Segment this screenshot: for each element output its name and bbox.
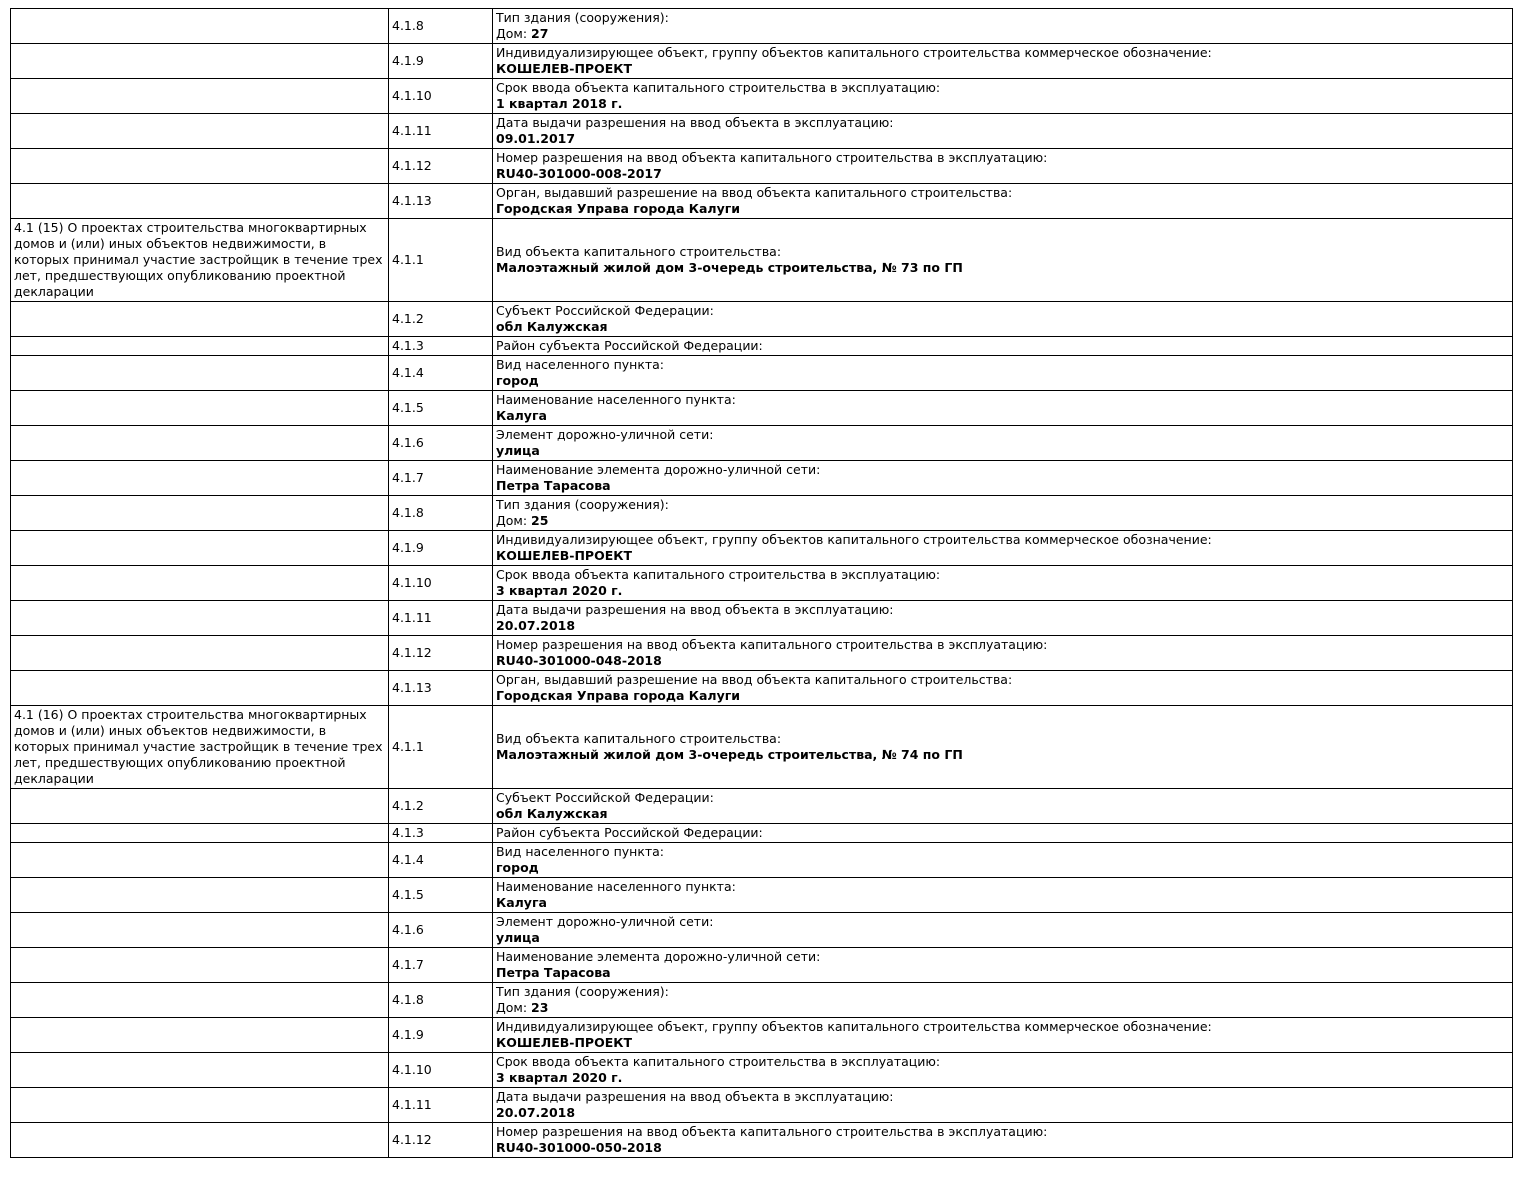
field-label: Наименование элемента дорожно-уличной сети: (496, 462, 821, 477)
table-row (11, 219, 1513, 302)
field-value: 23 (531, 1000, 549, 1015)
section-cell (11, 948, 389, 983)
value-line (496, 201, 1509, 217)
item-number-cell: 4.1.12 (389, 149, 493, 184)
field-value: Петра Тарасова (496, 478, 611, 493)
field-value: улица (496, 443, 540, 458)
item-number-cell: 4.1.5 (389, 391, 493, 426)
item-number-cell: 4.1.10 (389, 1053, 493, 1088)
field-label: Дата выдачи разрешения на ввод объекта в эксплуатацию: (496, 115, 894, 130)
table-row (11, 878, 1513, 913)
content-cell (493, 671, 1513, 706)
item-number-cell: 4.1.13 (389, 184, 493, 219)
item-number-cell: 4.1.1 (389, 219, 493, 302)
section-cell (11, 44, 389, 79)
item-number-cell: 4.1.13 (389, 671, 493, 706)
field-value: 09.01.2017 (496, 131, 576, 146)
content-cell (493, 302, 1513, 337)
content-cell (493, 1088, 1513, 1123)
item-number-cell: 4.1.7 (389, 948, 493, 983)
item-number-cell: 4.1.4 (389, 356, 493, 391)
section-cell (11, 878, 389, 913)
table-row (11, 843, 1513, 878)
item-number-cell: 4.1.9 (389, 531, 493, 566)
section-cell (11, 983, 389, 1018)
table-row (11, 1053, 1513, 1088)
item-number-cell: 4.1.12 (389, 636, 493, 671)
table-row (11, 1088, 1513, 1123)
content-cell (493, 184, 1513, 219)
field-label: Вид объекта капитального строительства: (496, 244, 782, 259)
value-line (496, 513, 1509, 529)
field-label: Район субъекта Российской Федерации: (496, 338, 763, 353)
table-row (11, 948, 1513, 983)
table-row (11, 706, 1513, 789)
field-value: Городская Управа города Калуги (496, 201, 741, 216)
item-number-cell: 4.1.10 (389, 79, 493, 114)
table-row (11, 114, 1513, 149)
value-prefix: Дом: (496, 26, 532, 41)
content-cell (493, 878, 1513, 913)
field-label: Наименование населенного пункта: (496, 879, 736, 894)
content-cell (493, 461, 1513, 496)
table-row (11, 983, 1513, 1018)
value-line (496, 1140, 1509, 1156)
section-cell (11, 1018, 389, 1053)
value-line (496, 1105, 1509, 1121)
field-label: Номер разрешения на ввод объекта капитального строительства в эксплуатацию: (496, 150, 1048, 165)
table-row (11, 44, 1513, 79)
content-cell (493, 1018, 1513, 1053)
content-cell (493, 1123, 1513, 1158)
item-number-cell: 4.1.2 (389, 789, 493, 824)
item-number-cell: 4.1.12 (389, 1123, 493, 1158)
value-line (496, 260, 1509, 276)
field-value: Малоэтажный жилой дом 3-очередь строительства, № 73 по ГП (496, 260, 963, 275)
value-line (496, 860, 1509, 876)
value-line (496, 478, 1509, 494)
content-cell (493, 496, 1513, 531)
section-cell (11, 1053, 389, 1088)
field-value: КОШЕЛЕВ-ПРОЕКТ (496, 61, 632, 76)
content-cell (493, 948, 1513, 983)
value-line (496, 443, 1509, 459)
value-line (496, 1035, 1509, 1051)
table-row (11, 9, 1513, 44)
section-cell (11, 337, 389, 356)
field-value: RU40-301000-008-2017 (496, 166, 662, 181)
value-line (496, 747, 1509, 763)
value-prefix: Дом: (496, 513, 532, 528)
value-line (496, 583, 1509, 599)
field-label: Срок ввода объекта капитального строительства в эксплуатацию: (496, 567, 941, 582)
field-value: Городская Управа города Калуги (496, 688, 741, 703)
value-line (496, 373, 1509, 389)
section-cell (11, 636, 389, 671)
section-cell (11, 184, 389, 219)
value-line (496, 618, 1509, 634)
content-cell (493, 219, 1513, 302)
field-value: КОШЕЛЕВ-ПРОЕКТ (496, 548, 632, 563)
field-label: Тип здания (сооружения): (496, 10, 669, 25)
field-value: улица (496, 930, 540, 945)
item-number-cell: 4.1.11 (389, 1088, 493, 1123)
content-cell (493, 824, 1513, 843)
value-line (496, 965, 1509, 981)
table-row (11, 1123, 1513, 1158)
table-row (11, 496, 1513, 531)
field-value: 20.07.2018 (496, 1105, 576, 1120)
field-value: КОШЕЛЕВ-ПРОЕКТ (496, 1035, 632, 1050)
content-cell (493, 426, 1513, 461)
field-label: Вид объекта капитального строительства: (496, 731, 782, 746)
section-cell (11, 1088, 389, 1123)
table-row (11, 149, 1513, 184)
content-cell (493, 356, 1513, 391)
value-line (496, 1070, 1509, 1086)
field-value: обл Калужская (496, 806, 608, 821)
field-label: Вид населенного пункта: (496, 844, 665, 859)
content-cell (493, 843, 1513, 878)
content-cell (493, 566, 1513, 601)
field-label: Элемент дорожно-уличной сети: (496, 427, 714, 442)
field-label: Тип здания (сооружения): (496, 984, 669, 999)
value-line (496, 131, 1509, 147)
field-label: Индивидуализирующее объект, группу объектов капитального строительства коммерческое обозначение: (496, 45, 1212, 60)
field-label: Срок ввода объекта капитального строительства в эксплуатацию: (496, 1054, 941, 1069)
value-line (496, 26, 1509, 42)
section-cell (11, 824, 389, 843)
table-row (11, 824, 1513, 843)
field-value: RU40-301000-050-2018 (496, 1140, 662, 1155)
field-value: Петра Тарасова (496, 965, 611, 980)
content-cell (493, 44, 1513, 79)
section-cell (11, 114, 389, 149)
declaration-table (10, 8, 1513, 1158)
section-cell (11, 843, 389, 878)
table-row (11, 461, 1513, 496)
value-line (496, 653, 1509, 669)
table-row (11, 184, 1513, 219)
value-line (496, 806, 1509, 822)
field-label: Индивидуализирующее объект, группу объектов капитального строительства коммерческое обозначение: (496, 532, 1212, 547)
section-cell (11, 149, 389, 184)
item-number-cell: 4.1.1 (389, 706, 493, 789)
field-value: Малоэтажный жилой дом 3-очередь строительства, № 74 по ГП (496, 747, 963, 762)
section-cell (11, 79, 389, 114)
field-label: Индивидуализирующее объект, группу объектов капитального строительства коммерческое обозначение: (496, 1019, 1212, 1034)
item-number-cell: 4.1.4 (389, 843, 493, 878)
content-cell (493, 706, 1513, 789)
table-row (11, 1018, 1513, 1053)
item-number-cell: 4.1.9 (389, 1018, 493, 1053)
field-value: 3 квартал 2020 г. (496, 583, 623, 598)
declaration-table-body (11, 9, 1513, 1158)
table-row (11, 913, 1513, 948)
value-prefix: Дом: (496, 1000, 532, 1015)
item-number-cell: 4.1.8 (389, 9, 493, 44)
field-value: 27 (531, 26, 549, 41)
section-cell (11, 531, 389, 566)
content-cell (493, 149, 1513, 184)
field-label: Субъект Российской Федерации: (496, 303, 714, 318)
value-line (496, 96, 1509, 112)
value-line (496, 319, 1509, 335)
field-label: Орган, выдавший разрешение на ввод объекта капитального строительства: (496, 672, 1013, 687)
field-value: город (496, 373, 539, 388)
table-row (11, 79, 1513, 114)
value-line (496, 408, 1509, 424)
content-cell (493, 789, 1513, 824)
item-number-cell: 4.1.3 (389, 824, 493, 843)
content-cell (493, 531, 1513, 566)
field-label: Элемент дорожно-уличной сети: (496, 914, 714, 929)
field-label: Наименование населенного пункта: (496, 392, 736, 407)
field-label: Тип здания (сооружения): (496, 497, 669, 512)
item-number-cell: 4.1.8 (389, 983, 493, 1018)
value-line (496, 688, 1509, 704)
item-number-cell: 4.1.7 (389, 461, 493, 496)
content-cell (493, 636, 1513, 671)
section-cell (11, 671, 389, 706)
field-value: 20.07.2018 (496, 618, 576, 633)
field-label: Срок ввода объекта капитального строительства в эксплуатацию: (496, 80, 941, 95)
field-label: Номер разрешения на ввод объекта капитального строительства в эксплуатацию: (496, 1124, 1048, 1139)
field-label: Вид населенного пункта: (496, 357, 665, 372)
content-cell (493, 337, 1513, 356)
field-label: Дата выдачи разрешения на ввод объекта в эксплуатацию: (496, 1089, 894, 1104)
field-value: 1 квартал 2018 г. (496, 96, 623, 111)
table-row (11, 566, 1513, 601)
section-cell (11, 391, 389, 426)
value-line (496, 1000, 1509, 1016)
item-number-cell: 4.1.3 (389, 337, 493, 356)
field-value: Калуга (496, 895, 547, 910)
section-cell (11, 9, 389, 44)
field-value: обл Калужская (496, 319, 608, 334)
section-cell (11, 1123, 389, 1158)
field-value: 3 квартал 2020 г. (496, 1070, 623, 1085)
section-cell (11, 789, 389, 824)
item-number-cell: 4.1.8 (389, 496, 493, 531)
field-label: Дата выдачи разрешения на ввод объекта в эксплуатацию: (496, 602, 894, 617)
table-row (11, 636, 1513, 671)
section-cell (11, 302, 389, 337)
table-row (11, 671, 1513, 706)
value-line (496, 548, 1509, 564)
item-number-cell: 4.1.10 (389, 566, 493, 601)
field-value: город (496, 860, 539, 875)
item-number-cell: 4.1.6 (389, 913, 493, 948)
section-cell (11, 426, 389, 461)
field-label: Орган, выдавший разрешение на ввод объекта капитального строительства: (496, 185, 1013, 200)
content-cell (493, 9, 1513, 44)
value-line (496, 61, 1509, 77)
content-cell (493, 79, 1513, 114)
table-row (11, 789, 1513, 824)
value-line (496, 930, 1509, 946)
field-label: Район субъекта Российской Федерации: (496, 825, 763, 840)
section-cell (11, 496, 389, 531)
section-cell (11, 566, 389, 601)
table-row (11, 302, 1513, 337)
value-line (496, 895, 1509, 911)
field-label: Субъект Российской Федерации: (496, 790, 714, 805)
section-cell: 4.1 (16) О проектах строительства многоквартирных домов и (или) иных объектов недвижимости, в которых принимал участие застройщик в течение трех лет, предшествующих опубликованию проектной декларации (11, 706, 389, 789)
item-number-cell: 4.1.6 (389, 426, 493, 461)
table-row (11, 601, 1513, 636)
content-cell (493, 1053, 1513, 1088)
content-cell (493, 601, 1513, 636)
content-cell (493, 391, 1513, 426)
field-value: Калуга (496, 408, 547, 423)
content-cell (493, 983, 1513, 1018)
item-number-cell: 4.1.11 (389, 114, 493, 149)
table-row (11, 391, 1513, 426)
section-cell (11, 356, 389, 391)
section-cell (11, 601, 389, 636)
item-number-cell: 4.1.5 (389, 878, 493, 913)
field-label: Номер разрешения на ввод объекта капитального строительства в эксплуатацию: (496, 637, 1048, 652)
value-line (496, 166, 1509, 182)
item-number-cell: 4.1.2 (389, 302, 493, 337)
content-cell (493, 913, 1513, 948)
section-cell (11, 461, 389, 496)
item-number-cell: 4.1.9 (389, 44, 493, 79)
section-cell: 4.1 (15) О проектах строительства многоквартирных домов и (или) иных объектов недвижимости, в которых принимал участие застройщик в течение трех лет, предшествующих опубликованию проектной декларации (11, 219, 389, 302)
table-row (11, 356, 1513, 391)
item-number-cell: 4.1.11 (389, 601, 493, 636)
section-cell (11, 913, 389, 948)
field-value: RU40-301000-048-2018 (496, 653, 662, 668)
table-row (11, 531, 1513, 566)
content-cell (493, 114, 1513, 149)
field-value: 25 (531, 513, 549, 528)
table-row (11, 337, 1513, 356)
field-label: Наименование элемента дорожно-уличной сети: (496, 949, 821, 964)
table-row (11, 426, 1513, 461)
